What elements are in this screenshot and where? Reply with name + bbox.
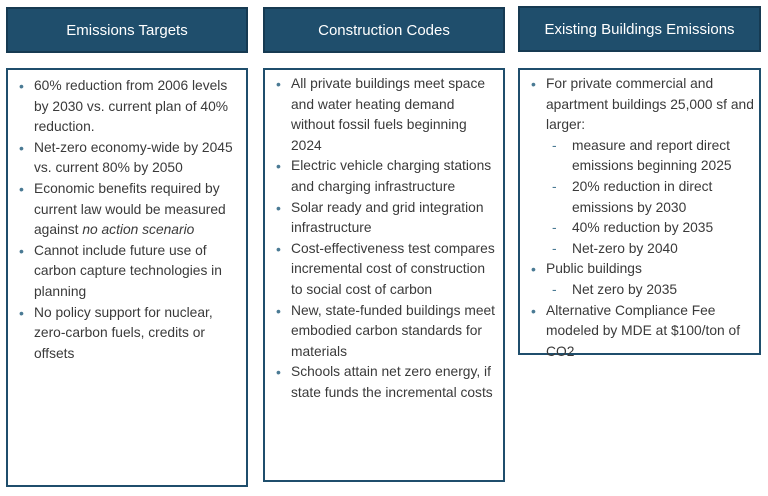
sub-list-item: - Net-zero by 2040 <box>546 239 755 260</box>
list-item: • 60% reduction from 2006 levels by 2030 vs. current plan of 40% reduction. <box>16 76 238 138</box>
list-item: • Cannot include future use of carbon capture technologies in planning <box>16 241 238 303</box>
panel-construction-codes <box>263 68 505 482</box>
sub-list-item: - 20% reduction in direct emissions by 2030 <box>546 177 755 218</box>
header-title: Emissions Targets <box>66 21 188 39</box>
list-item: • Net-zero economy-wide by 2045 vs. current 80% by 2050 <box>16 138 238 179</box>
sub-list <box>546 280 755 301</box>
bullet-list <box>273 74 497 404</box>
list-item: • For private commercial and apartment buildings 25,000 sf and larger: - measure and report direct emissions beginning 2025 - 20% reduction in direct emissions by 2030 - 40% reduction by 2035 - Net-zero by 2040 <box>528 74 755 259</box>
bullet-list <box>528 74 755 362</box>
list-item: • Schools attain net zero energy, if state funds the incremental costs <box>273 362 497 403</box>
sub-list-item: - 40% reduction by 2035 <box>546 218 755 239</box>
list-item: • Electric vehicle charging stations and charging infrastructure <box>273 156 497 197</box>
list-item: • Economic benefits required by current law would be measured against no action scenario <box>16 179 238 241</box>
header-existing-buildings-emissions <box>518 6 761 52</box>
list-item: • Solar ready and grid integration infrastructure <box>273 198 497 239</box>
header-emissions-targets <box>6 7 248 53</box>
list-item: • Cost-effectiveness test compares incremental cost of construction to social cost of carbon <box>273 239 497 301</box>
sub-list-item: - measure and report direct emissions beginning 2025 <box>546 136 755 177</box>
list-item: • All private buildings meet space and water heating demand without fossil fuels beginning 2024 <box>273 74 497 156</box>
panel-emissions-targets <box>6 68 248 487</box>
header-title: Existing Buildings Emissions <box>544 20 735 38</box>
bullet-list <box>16 76 238 364</box>
sub-list-item: - Net zero by 2035 <box>546 280 755 301</box>
emphasis-text: no action scenario <box>82 222 195 238</box>
list-item: • Alternative Compliance Fee modeled by MDE at $100/ton of CO2 <box>528 301 755 363</box>
list-item: • No policy support for nuclear, zero-carbon fuels, credits or offsets <box>16 303 238 365</box>
list-item: • Public buildings - Net zero by 2035 <box>528 259 755 300</box>
panel-existing-buildings-emissions <box>518 68 761 359</box>
header-title: Construction Codes <box>318 21 450 39</box>
list-item: • New, state-funded buildings meet embodied carbon standards for materials <box>273 301 497 363</box>
sub-list <box>546 136 755 260</box>
header-construction-codes <box>263 7 505 53</box>
